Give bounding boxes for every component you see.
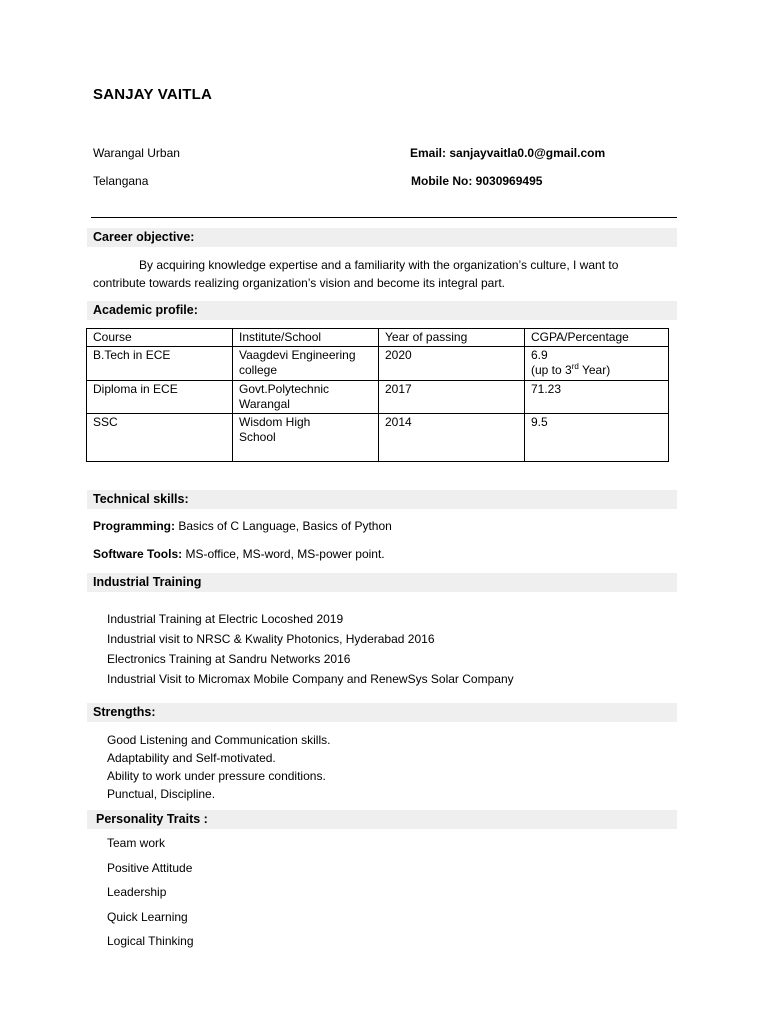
address-state: Telangana [93,174,149,188]
course-cell: SSC [87,414,233,462]
table-row [87,414,669,462]
list-item: Industrial visit to NRSC & Kwality Photonics, Hyderabad 2016 [107,632,435,646]
column-header: Institute/School [233,329,379,347]
academic-profile-heading: Academic profile: [87,301,677,320]
institute-cell: Govt.Polytechnic Warangal [233,381,379,414]
academic-table [86,328,669,462]
list-item: Ability to work under pressure conditions. [107,769,326,783]
table-header-row [87,329,669,347]
training-list [107,609,514,689]
list-item: Quick Learning [107,909,188,924]
list-item: Good Listening and Communication skills. [107,733,331,747]
year-cell: 2020 [379,347,525,381]
table-row [87,347,669,381]
list-item: Leadership [107,885,167,900]
institute-cell: Wisdom High School [233,414,379,462]
year-cell: 2014 [379,414,525,462]
list-item: Logical Thinking [107,934,194,949]
personality-list [107,831,194,954]
career-line-2: contribute towards realizing organization’s vision and become its integral part. [93,276,506,290]
mobile-label: Mobile No: [411,174,473,188]
software-tools-label: Software Tools: [93,547,183,561]
candidate-name: SANJAY VAITLA [93,86,213,103]
career-objective-heading: Career objective: [87,228,677,247]
header-divider [91,217,677,218]
list-item: Positive Attitude [107,860,193,875]
mobile-line [411,174,542,189]
software-tools-value: MS-office, MS-word, MS-power point. [185,547,385,561]
score-cell: 9.5 [525,414,669,462]
technical-skills-heading: Technical skills: [87,490,677,509]
programming-line [93,519,392,534]
mobile-value: 9030969495 [475,174,543,188]
list-item: Adaptability and Self-motivated. [107,751,276,765]
score-cell: 6.9 (up to 3rd Year) [525,347,669,381]
industrial-training-heading: Industrial Training [87,573,677,592]
course-cell: Diploma in ECE [87,381,233,414]
column-header: Course [87,329,233,347]
strengths-heading: Strengths: [87,703,677,722]
programming-label: Programming: [93,519,176,533]
table-row [87,381,669,414]
address-city: Warangal Urban [93,146,180,160]
career-objective-text [93,256,673,292]
personality-traits-heading: Personality Traits : [87,810,677,829]
programming-value: Basics of C Language, Basics of Python [178,519,392,533]
email-value: sanjayvaitla0.0@gmail.com [449,146,606,160]
strengths-list [107,731,330,803]
column-header: CGPA/Percentage [525,329,669,347]
course-cell: B.Tech in ECE [87,347,233,381]
email-label: Email: [410,146,447,160]
list-item: Industrial Training at Electric Locoshed 2019 [107,612,344,626]
email-line [410,146,605,161]
list-item: Electronics Training at Sandru Networks 2016 [107,652,351,666]
career-line-1: By acquiring knowledge expertise and a familiarity with the organization’s culture, I want to [139,258,619,272]
column-header: Year of passing [379,329,525,347]
list-item: Punctual, Discipline. [107,787,216,801]
list-item: Team work [107,836,166,850]
software-tools-line [93,547,385,562]
institute-cell: Vaagdevi Engineering college [233,347,379,381]
list-item: Industrial Visit to Micromax Mobile Company and RenewSys Solar Company [107,672,514,686]
score-cell: 71.23 [525,381,669,414]
year-cell: 2017 [379,381,525,414]
